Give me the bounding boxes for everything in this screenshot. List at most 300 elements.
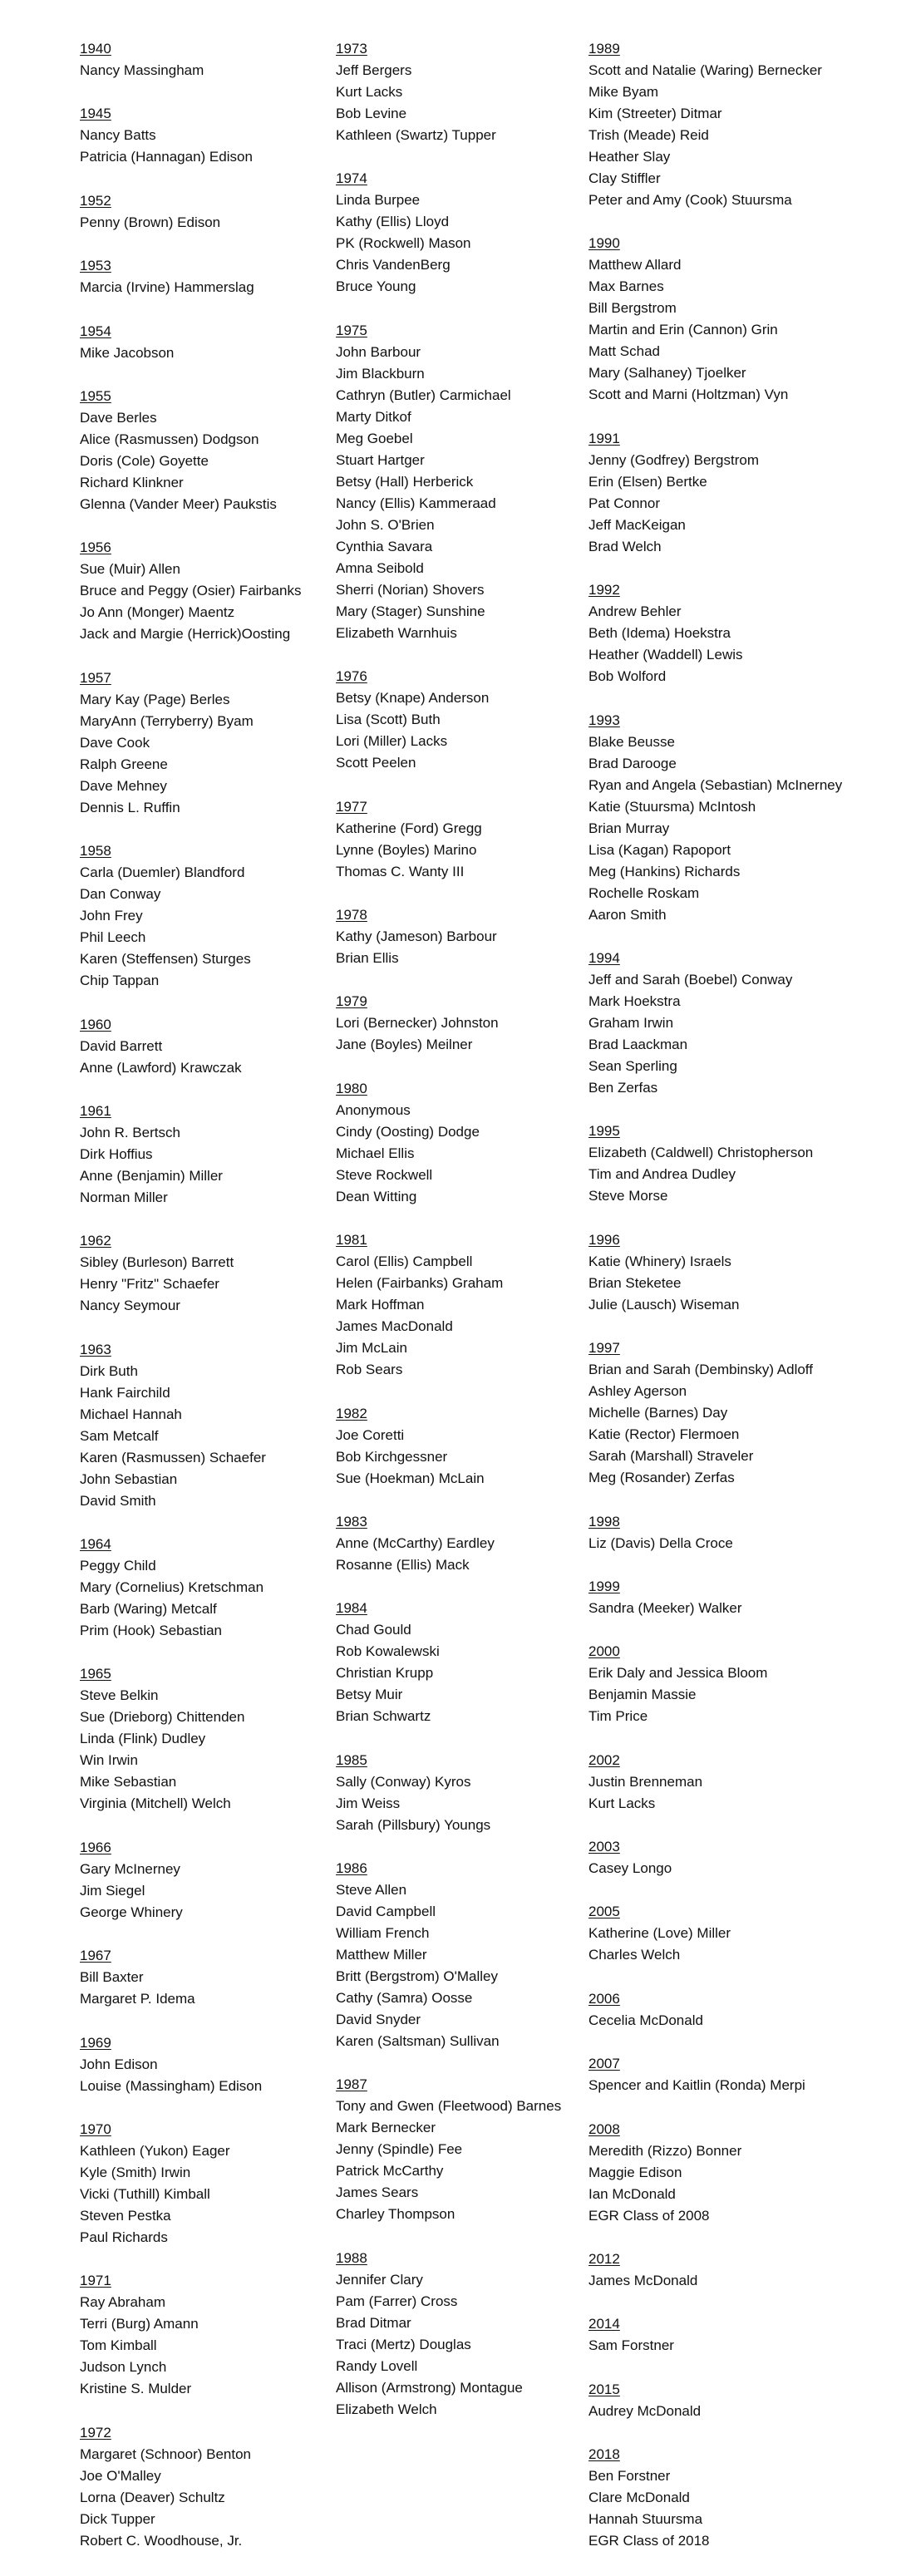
donor-name: Ashley Agerson — [588, 1383, 687, 1400]
donor-name: Scott and Marni (Holtzman) Vyn — [588, 387, 789, 403]
donor-name: EGR Class of 2008 — [588, 2207, 710, 2224]
donor-name: Allison (Armstrong) Montague — [336, 2379, 523, 2396]
donor-name: Brian Ellis — [336, 949, 399, 966]
donor-name: Lori (Miller) Lacks — [336, 733, 448, 750]
donor-name: Cynthia Savara — [336, 538, 433, 554]
year-group — [80, 2270, 329, 2400]
donor-name: Britt (Bergstrom) O'Malley — [336, 1968, 498, 1985]
donor-name: Steve Morse — [588, 1188, 668, 1204]
year-heading: 1969 — [80, 2034, 111, 2051]
donor-name: Steve Allen — [336, 1882, 407, 1899]
donor-name: Lisa (Kagan) Rapoport — [588, 841, 731, 858]
donor-name: Hank Fairchild — [80, 1384, 170, 1401]
donor-name: Henry "Fritz" Schaefer — [80, 1276, 219, 1293]
year-group — [336, 1229, 585, 1381]
donor-name: Sue (Drieborg) Chittenden — [80, 1709, 245, 1726]
year-group — [588, 1641, 871, 1727]
donor-name: Margaret (Schnoor) Benton — [80, 2445, 251, 2462]
year-heading: 1965 — [80, 1666, 111, 1682]
year-group — [80, 1339, 329, 1512]
year-group — [336, 1403, 585, 1490]
donor-name: Steven Pestka — [80, 2208, 171, 2224]
donor-name: Chad Gould — [336, 1622, 411, 1638]
donor-name: Vicki (Tuthill) Kimball — [80, 2186, 210, 2203]
year-group — [336, 1858, 585, 2052]
donor-name: Bob Wolford — [588, 668, 667, 685]
column-2 — [336, 38, 585, 2442]
donor-name: Meg (Rosander) Zerfas — [588, 1470, 735, 1486]
donor-name: James MacDonald — [336, 1318, 453, 1335]
donor-name: Rochelle Roskam — [588, 884, 700, 901]
year-group — [336, 904, 585, 969]
donor-name: Audrey McDonald — [588, 2402, 702, 2419]
donor-name: Cindy (Oosting) Dodge — [336, 1123, 480, 1140]
year-group — [588, 1229, 871, 1316]
year-heading: 1975 — [336, 322, 367, 338]
donor-name: EGR Class of 2018 — [588, 2533, 710, 2549]
year-heading: 1962 — [80, 1233, 111, 1249]
donor-name: Brad Darooge — [588, 755, 677, 771]
donor-name: Amna Seibold — [336, 559, 424, 576]
year-group — [588, 710, 871, 926]
donor-name: Mike Sebastian — [80, 1774, 177, 1790]
year-group — [588, 1337, 871, 1489]
donor-name: Tim and Andrea Dudley — [588, 1166, 736, 1183]
donor-name: John Sebastian — [80, 1470, 178, 1487]
year-heading: 1997 — [588, 1340, 620, 1357]
year-group — [80, 190, 329, 234]
year-heading: 2014 — [588, 2316, 620, 2332]
year-heading: 1973 — [336, 41, 367, 57]
donor-name: Dave Cook — [80, 734, 150, 751]
donor-name: Heather (Waddell) Lewis — [588, 647, 743, 663]
year-heading: 2000 — [588, 1643, 620, 1660]
year-heading: 1971 — [80, 2273, 111, 2289]
donor-name: Ralph Greene — [80, 756, 168, 772]
donor-name: Sarah (Pillsbury) Youngs — [336, 1816, 491, 1833]
donor-name: Dirk Hoffius — [80, 1145, 153, 1162]
donor-name: Jim Siegel — [80, 1882, 145, 1899]
donor-name: Bob Kirchgessner — [336, 1448, 448, 1465]
donor-name: Justin Brenneman — [588, 1773, 703, 1790]
year-heading: 2002 — [588, 1751, 620, 1768]
donor-name: Norman Miller — [80, 1189, 168, 1205]
year-group — [80, 2032, 329, 2097]
donor-name: Randy Lovell — [336, 2357, 418, 2374]
year-heading: 1982 — [336, 1405, 367, 1421]
donor-name: Katie (Whinery) Israels — [588, 1253, 731, 1269]
donor-name: Blake Beusse — [588, 733, 675, 750]
donor-name: Aaron Smith — [588, 906, 667, 923]
year-group — [80, 255, 329, 298]
year-group — [336, 666, 585, 774]
year-heading: 1956 — [80, 539, 111, 556]
donor-name: Erin (Elsen) Bertke — [588, 473, 707, 490]
donor-name: Margaret P. Idema — [80, 1991, 195, 2007]
donor-name: Penny (Brown) Edison — [80, 214, 221, 230]
donor-name: Jeff Bergers — [336, 62, 412, 78]
year-heading: 1980 — [336, 1080, 367, 1096]
year-heading: 1960 — [80, 1016, 111, 1032]
year-heading: 2003 — [588, 1839, 620, 1855]
year-group — [336, 1750, 585, 1836]
year-group — [588, 1576, 871, 1619]
donor-name: Terri (Burg) Amann — [80, 2316, 199, 2332]
year-group — [336, 320, 585, 644]
donor-name: Bruce Young — [336, 278, 416, 295]
donor-name: Brad Ditmar — [336, 2314, 411, 2331]
donor-name: Mark Hoekstra — [588, 992, 681, 1009]
year-group — [588, 2119, 871, 2227]
column-3 — [588, 38, 871, 2574]
donor-name: Nancy (Ellis) Kammeraad — [336, 495, 496, 511]
donor-name: John Edison — [80, 2056, 158, 2072]
year-group — [80, 1014, 329, 1079]
year-heading: 1988 — [336, 2249, 367, 2266]
year-heading: 1976 — [336, 668, 367, 685]
donor-name: David Smith — [80, 1492, 156, 1509]
donor-name: Chip Tappan — [80, 973, 160, 989]
donor-name: Marcia (Irvine) Hammerslag — [80, 279, 254, 296]
donor-name: Linda (Flink) Dudley — [80, 1731, 206, 1747]
donor-name: Jenny (Godfrey) Bergstrom — [588, 451, 760, 468]
donor-name: Erik Daly and Jessica Bloom — [588, 1665, 768, 1682]
donor-name: Paul Richards — [80, 2229, 168, 2246]
year-heading: 1958 — [80, 843, 111, 859]
donor-name: Kathy (Jameson) Barbour — [336, 928, 497, 944]
donor-name: Kathy (Ellis) Lloyd — [336, 214, 450, 230]
donor-name: David Campbell — [336, 1904, 436, 1920]
year-heading: 1987 — [336, 2076, 367, 2093]
year-heading: 1966 — [80, 1839, 111, 1855]
donor-name: Glenna (Vander Meer) Paukstis — [80, 495, 277, 512]
year-heading: 1993 — [588, 712, 620, 728]
donor-name: Jim Blackburn — [336, 365, 425, 382]
year-group — [80, 1534, 329, 1642]
donor-name: Mary (Salhaney) Tjoelker — [588, 365, 746, 382]
year-group — [336, 796, 585, 883]
year-heading: 2018 — [588, 2446, 620, 2463]
year-group — [336, 1511, 585, 1576]
donor-name: Peggy Child — [80, 1558, 156, 1574]
year-heading: 2007 — [588, 2056, 620, 2072]
year-group — [80, 840, 329, 992]
year-group — [588, 1988, 871, 2032]
donor-name: Judson Lynch — [80, 2359, 167, 2376]
donor-name: Kathleen (Yukon) Eager — [80, 2143, 230, 2160]
donor-name: David Barrett — [80, 1037, 163, 1054]
year-heading: 1990 — [588, 235, 620, 252]
donor-name: John Barbour — [336, 343, 421, 360]
donor-name: Linda Burpee — [336, 192, 421, 209]
donor-name: Elizabeth Warnhuis — [336, 624, 457, 641]
donor-name: Louise (Massingham) Edison — [80, 2077, 263, 2094]
donor-name: Beth (Idema) Hoekstra — [588, 625, 731, 642]
donor-name: Ben Zerfas — [588, 1079, 658, 1096]
donor-name: Tony and Gwen (Fleetwood) Barnes — [336, 2098, 562, 2115]
donor-name: Anonymous — [336, 1101, 411, 1118]
year-heading: 2008 — [588, 2120, 620, 2137]
donor-name: Graham Irwin — [588, 1014, 674, 1031]
year-heading: 2005 — [588, 1904, 620, 1920]
donor-name: Katherine (Ford) Gregg — [336, 820, 482, 836]
year-group — [80, 1837, 329, 1923]
donor-name: Meg (Hankins) Richards — [588, 863, 741, 879]
donor-name: Mary (Cornelius) Kretschman — [80, 1579, 264, 1596]
donor-name: Sam Metcalf — [80, 1427, 159, 1444]
donor-name: Bill Baxter — [80, 1969, 144, 1986]
donor-name: Christian Krupp — [336, 1665, 434, 1682]
donor-name: Alice (Rasmussen) Dodgson — [80, 431, 259, 447]
donor-name: Stuart Hartger — [336, 451, 425, 468]
year-heading: 1945 — [80, 106, 111, 122]
year-group — [588, 2379, 871, 2422]
donor-name: Elizabeth (Caldwell) Christopherson — [588, 1145, 814, 1161]
donor-name: Mary (Stager) Sunshine — [336, 603, 485, 619]
donor-name: Cecelia McDonald — [588, 2012, 703, 2028]
donor-name: Kurt Lacks — [336, 84, 403, 100]
donor-name: Brian Steketee — [588, 1274, 682, 1291]
donor-name: Anne (Benjamin) Miller — [80, 1167, 223, 1184]
donor-name: Ray Abraham — [80, 2294, 165, 2311]
donor-name: Pat Connor — [588, 495, 660, 511]
year-group — [80, 537, 329, 645]
year-heading: 1995 — [588, 1123, 620, 1140]
donor-name: Kyle (Smith) Irwin — [80, 2165, 191, 2181]
donor-name: John S. O'Brien — [336, 516, 435, 533]
donor-name: James McDonald — [588, 2273, 698, 2289]
year-group — [336, 1078, 585, 1208]
donor-name: Rosanne (Ellis) Mack — [336, 1556, 470, 1573]
donor-name: Sandra (Meeker) Walker — [588, 1599, 742, 1616]
year-group — [80, 103, 329, 168]
donor-name: Julie (Lausch) Wiseman — [588, 1296, 740, 1313]
donor-name: Steve Rockwell — [336, 1166, 433, 1183]
donor-name: Dennis L. Ruffin — [80, 799, 180, 815]
year-heading: 1996 — [588, 1231, 620, 1248]
year-group — [80, 1101, 329, 1209]
donor-name: Spencer and Kaitlin (Ronda) Merpi — [588, 2077, 805, 2094]
year-group — [80, 386, 329, 515]
donor-name: Virginia (Mitchell) Welch — [80, 1795, 231, 1812]
year-heading: 1957 — [80, 669, 111, 686]
donor-name: Brian and Sarah (Dembinsky) Adloff — [588, 1362, 813, 1378]
donor-name: Michael Hannah — [80, 1406, 182, 1422]
donor-name: Karen (Rasmussen) Schaefer — [80, 1449, 266, 1465]
year-group — [588, 2444, 871, 2552]
donor-name: Meredith (Rizzo) Bonner — [588, 2142, 742, 2159]
donor-name: Brad Welch — [588, 538, 662, 554]
donor-name: Helen (Fairbanks) Graham — [336, 1275, 504, 1292]
donor-name: Mark Hoffman — [336, 1297, 425, 1313]
donor-name: Katie (Rector) Flermoen — [588, 1426, 740, 1443]
year-group — [588, 38, 871, 211]
donor-name: Liz (Davis) Della Croce — [588, 1534, 733, 1551]
year-heading: 2012 — [588, 2251, 620, 2268]
donor-name: Clare McDonald — [588, 2490, 690, 2506]
donor-name: Nancy Massingham — [80, 62, 204, 78]
donor-name: Betsy (Knape) Anderson — [336, 690, 490, 707]
year-heading: 2006 — [588, 1990, 620, 2007]
donor-name: Jane (Boyles) Meilner — [336, 1037, 473, 1053]
donor-name: Dean Witting — [336, 1188, 417, 1204]
donor-name: Rob Sears — [336, 1362, 403, 1378]
year-group — [336, 991, 585, 1056]
donor-name: Joe Coretti — [336, 1426, 405, 1443]
donor-name: William French — [336, 1925, 430, 1942]
donor-name: Sue (Hoekman) McLain — [336, 1470, 485, 1486]
donor-name: Mike Byam — [588, 84, 659, 100]
year-group — [588, 1511, 871, 1554]
donor-name: Joe O'Malley — [80, 2467, 161, 2484]
donor-name: Dirk Buth — [80, 1362, 138, 1379]
donor-name: Nancy Seymour — [80, 1298, 180, 1314]
year-group — [588, 1901, 871, 1966]
donor-name: Matthew Miller — [336, 1947, 427, 1963]
year-heading: 1978 — [336, 906, 367, 923]
donor-name: Heather Slay — [588, 149, 671, 165]
donor-name: Sean Sperling — [588, 1057, 677, 1074]
donor-name: Jo Ann (Monger) Maentz — [80, 604, 235, 621]
donor-name: Kurt Lacks — [588, 1795, 656, 1811]
donor-name: Jim McLain — [336, 1340, 407, 1357]
year-heading: 1955 — [80, 387, 111, 404]
donor-name: Nancy Batts — [80, 127, 156, 144]
donor-name: Charley Thompson — [336, 2206, 455, 2223]
donor-name: MaryAnn (Terryberry) Byam — [80, 712, 254, 729]
donor-name: Bob Levine — [336, 106, 407, 121]
donor-name: Mary Kay (Page) Berles — [80, 691, 230, 707]
year-group — [336, 168, 585, 298]
year-group — [80, 1663, 329, 1815]
year-heading: 1940 — [80, 41, 111, 57]
donor-name: Robert C. Woodhouse, Jr. — [80, 2532, 243, 2549]
donor-name: Mike Jacobson — [80, 344, 175, 361]
donor-name: Brian Schwartz — [336, 1708, 431, 1725]
year-heading: 1981 — [336, 1232, 367, 1249]
donor-name: Tom Kimball — [80, 2337, 157, 2354]
donor-name: Doris (Cole) Goyette — [80, 452, 209, 469]
year-group — [588, 428, 871, 558]
column-1 — [80, 38, 329, 2574]
year-group — [588, 2313, 871, 2357]
donor-name: Sally (Conway) Kyros — [336, 1773, 471, 1790]
donor-name: Jeff MacKeigan — [588, 516, 686, 533]
year-heading: 1967 — [80, 1948, 111, 1964]
donor-name: Gary McInerney — [80, 1860, 180, 1877]
donor-name: Karen (Steffensen) Sturges — [80, 951, 251, 968]
donor-name: Michelle (Barnes) Day — [588, 1405, 728, 1421]
donor-name: Mark Bernecker — [336, 2120, 436, 2136]
donor-name: Barb (Waring) Metcalf — [80, 1601, 217, 1618]
donor-name: Lisa (Scott) Buth — [336, 712, 441, 728]
donor-name: Karen (Saltsman) Sullivan — [336, 2033, 500, 2050]
year-heading: 1974 — [336, 170, 367, 187]
donor-name: Dave Berles — [80, 409, 157, 426]
donor-name: Trish (Meade) Reid — [588, 127, 709, 143]
year-heading: 1992 — [588, 582, 620, 598]
year-heading: 1985 — [336, 1751, 367, 1768]
donor-name: Elizabeth Welch — [336, 2401, 437, 2417]
year-group — [588, 1121, 871, 1207]
donor-name: Lorna (Deaver) Schultz — [80, 2489, 225, 2505]
donor-name: Rob Kowalewski — [336, 1643, 440, 1660]
donor-name: Prim (Hook) Sebastian — [80, 1623, 223, 1639]
donor-name: Ian McDonald — [588, 2185, 676, 2202]
donor-name: Ryan and Angela (Sebastian) McInerney — [588, 776, 843, 793]
donor-name: Scott and Natalie (Waring) Bernecker — [588, 62, 822, 78]
donor-name: Patrick McCarthy — [336, 2163, 444, 2180]
donor-name: Jenny (Spindle) Fee — [336, 2141, 463, 2158]
year-group — [80, 667, 329, 819]
donor-name: Carla (Duemler) Blandford — [80, 864, 245, 881]
donor-name: Anne (Lawford) Krawczak — [80, 1059, 242, 1076]
donor-name: Sherri (Norian) Shovers — [336, 581, 485, 598]
donor-name: Hannah Stuursma — [588, 2511, 703, 2528]
donor-name: James Sears — [336, 2184, 419, 2201]
donor-name: George Whinery — [80, 1904, 183, 1920]
donor-name: Dick Tupper — [80, 2510, 155, 2527]
donor-name: PK (Rockwell) Mason — [336, 235, 471, 252]
donor-name: Charles Welch — [588, 1947, 681, 1963]
year-group — [80, 2119, 329, 2248]
donor-name: Matthew Allard — [588, 257, 682, 273]
donor-name: Benjamin Massie — [588, 1687, 697, 1703]
donor-name: Carol (Ellis) Campbell — [336, 1254, 473, 1270]
year-group — [80, 2422, 329, 2552]
year-heading: 1984 — [336, 1600, 367, 1617]
donor-name: David Snyder — [336, 2012, 421, 2028]
donor-name: Lori (Bernecker) Johnston — [336, 1015, 499, 1032]
donor-name: Jennifer Clary — [336, 2271, 423, 2288]
donor-name: Clay Stiffler — [588, 170, 661, 186]
donor-name: Kristine S. Mulder — [80, 2381, 192, 2397]
year-heading: 1961 — [80, 1102, 111, 1119]
year-group — [588, 948, 871, 1099]
donor-name: Phil Leech — [80, 929, 146, 946]
year-group — [588, 2053, 871, 2096]
donor-name: Betsy (Hall) Herberick — [336, 473, 474, 490]
year-group — [80, 1945, 329, 2010]
donor-name: Peter and Amy (Cook) Stuursma — [588, 192, 792, 208]
year-heading: 1963 — [80, 1341, 111, 1357]
year-heading: 1952 — [80, 192, 111, 209]
donor-name: Jim Weiss — [336, 1795, 401, 1811]
donor-name: Thomas C. Wanty III — [336, 863, 465, 879]
year-heading: 1972 — [80, 2424, 111, 2441]
donor-name: Maggie Edison — [588, 2164, 682, 2180]
year-group — [80, 321, 329, 364]
donor-name: Brad Laackman — [588, 1036, 688, 1052]
year-heading: 1970 — [80, 2121, 111, 2138]
year-heading: 1986 — [336, 1860, 367, 1877]
donor-name: Betsy Muir — [336, 1687, 403, 1703]
year-heading: 1953 — [80, 258, 111, 274]
donor-name: John Frey — [80, 908, 143, 924]
donor-name: Meg Goebel — [336, 430, 413, 446]
donor-name: Kim (Streeter) Ditmar — [588, 106, 722, 121]
year-heading: 1979 — [336, 993, 367, 1010]
year-heading: 1983 — [336, 1513, 367, 1529]
year-group — [336, 38, 585, 146]
donor-name: Bruce and Peggy (Osier) Fairbanks — [80, 583, 302, 599]
donor-name: Chris VandenBerg — [336, 257, 451, 273]
donor-name: Cathryn (Butler) Carmichael — [336, 387, 511, 403]
year-heading: 1998 — [588, 1513, 620, 1529]
year-group — [336, 2248, 585, 2421]
donor-name: Sam Forstner — [588, 2337, 674, 2354]
donor-name: Pam (Farrer) Cross — [336, 2293, 458, 2309]
